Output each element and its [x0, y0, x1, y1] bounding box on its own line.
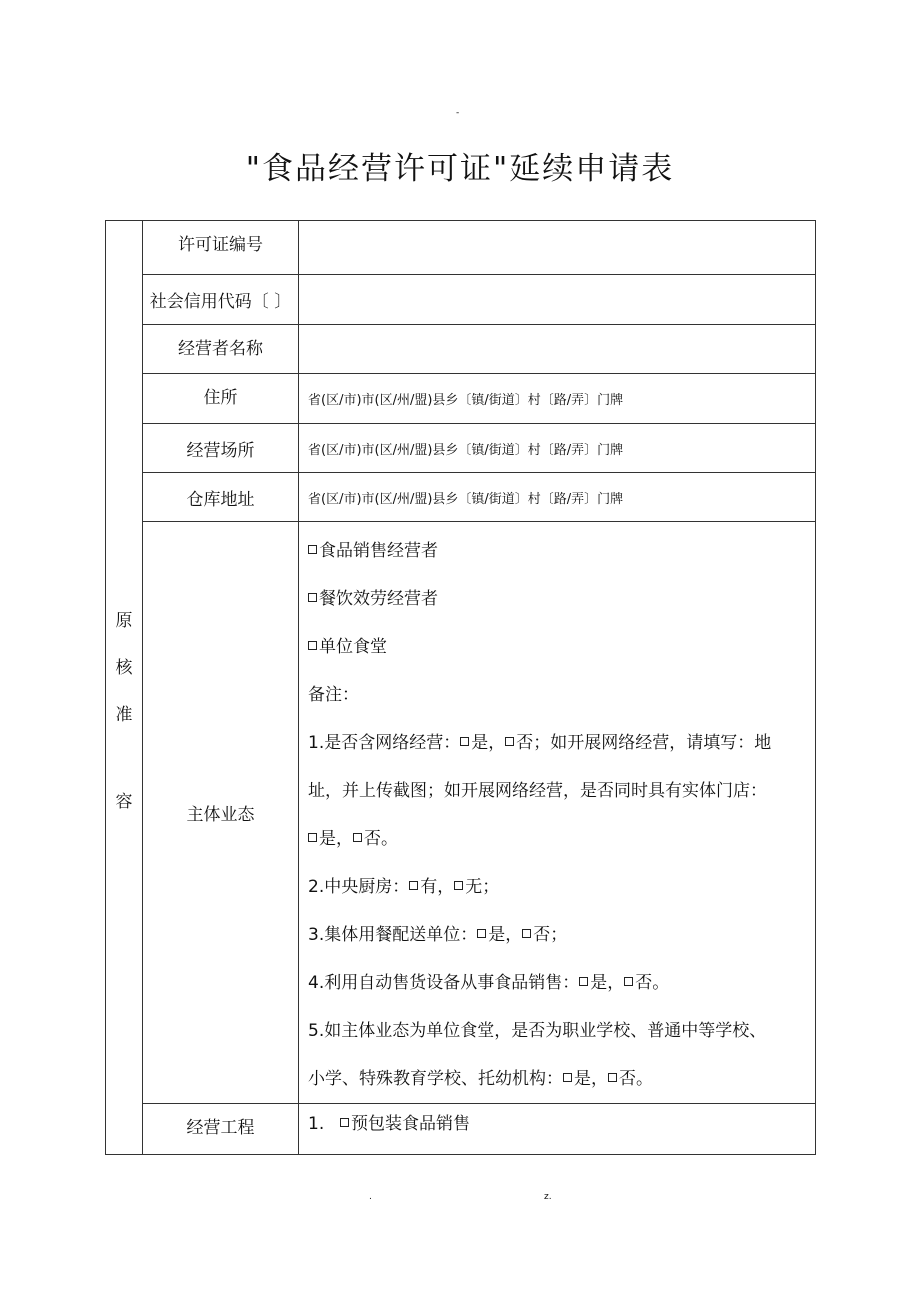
label-credit-code: 社会信用代码〔 〕 [143, 275, 299, 325]
page-title: "食品经营许可证"延续申请表 [245, 151, 675, 187]
row-business-projects [106, 1104, 816, 1155]
checkbox-icon[interactable] [563, 1073, 572, 1082]
field-business-projects [299, 1104, 816, 1155]
note-3: 3.集体用餐配送单位： 是， 否； [308, 925, 568, 945]
row-credit-code [106, 275, 816, 325]
checkbox-icon[interactable] [308, 545, 317, 554]
footer-mark-right: z. [544, 1192, 552, 1202]
checkbox-icon[interactable] [505, 737, 514, 746]
row-main-business [106, 522, 816, 1104]
label-residence: 住所 [143, 374, 299, 424]
checkbox-icon[interactable] [308, 593, 317, 602]
note-1-line-2: 址，并上传截图；如开展网络经营，是否同时具有实体门店： [308, 781, 767, 801]
note-5-line-1: 5.如主体业态为单位食堂，是否为职业学校、普通中等学校、 [308, 1021, 767, 1041]
checkbox-icon[interactable] [477, 929, 486, 938]
checkbox-icon[interactable] [608, 1073, 617, 1082]
header-mark: - [456, 108, 460, 118]
checkbox-icon[interactable] [308, 833, 317, 842]
field-residence[interactable]: 省(区/市)市(区/州/盟)县乡〔镇/街道〕村〔路/弄〕门牌 [299, 374, 816, 424]
project-item: 预包装食品销售 [351, 1114, 470, 1134]
option-catering[interactable]: 餐饮效劳经营者 [308, 575, 809, 623]
application-form-table [105, 220, 816, 1155]
field-main-business [299, 522, 816, 1104]
field-business-site[interactable]: 省(区/市)市(区/州/盟)县乡〔镇/街道〕村〔路/弄〕门牌 [299, 424, 816, 473]
group-char: 准 [115, 704, 133, 725]
checkbox-icon[interactable] [454, 881, 463, 890]
group-label-original-approval [106, 221, 143, 1155]
note-1-line-3: 是， 否。 [308, 815, 809, 863]
checkbox-icon[interactable] [522, 929, 531, 938]
group-char: 容 [115, 791, 133, 812]
checkbox-icon[interactable] [340, 1118, 349, 1127]
checkbox-icon[interactable] [308, 641, 317, 650]
row-residence [106, 374, 816, 424]
checkbox-icon[interactable] [460, 737, 469, 746]
label-business-projects: 经营工程 [143, 1104, 299, 1155]
label-main-business: 主体业态 [143, 522, 299, 1104]
option-food-sales[interactable]: 食品销售经营者 [308, 527, 809, 575]
label-business-site: 经营场所 [143, 424, 299, 473]
field-warehouse[interactable]: 省(区/市)市(区/州/盟)县乡〔镇/街道〕村〔路/弄〕门牌 [299, 473, 816, 522]
note-1-line-1: 1.是否含网络经营： 是， 否；如开展网络经营，请填写：地 [308, 733, 772, 753]
option-canteen[interactable]: 单位食堂 [308, 623, 809, 671]
project-number: 1. [308, 1114, 325, 1134]
note-heading: 备注： [308, 685, 359, 705]
row-warehouse [106, 473, 816, 522]
footer-mark-left: . [369, 1192, 372, 1202]
note-2: 2.中央厨房： 有， 无； [308, 877, 500, 897]
row-operator-name [106, 325, 816, 374]
checkbox-icon[interactable] [409, 881, 418, 890]
field-license-no[interactable] [299, 221, 816, 275]
checkbox-icon[interactable] [624, 977, 633, 986]
group-char: 核 [115, 657, 133, 678]
field-operator-name[interactable] [299, 325, 816, 374]
checkbox-icon[interactable] [579, 977, 588, 986]
field-credit-code[interactable] [299, 275, 816, 325]
row-business-site [106, 424, 816, 473]
label-warehouse: 仓库地址 [143, 473, 299, 522]
note-5-line-2: 小学、特殊教育学校、托幼机构： 是， 否。 [308, 1069, 653, 1089]
checkbox-icon[interactable] [353, 833, 362, 842]
label-license-no: 许可证编号 [143, 221, 299, 275]
label-operator-name: 经营者名称 [143, 325, 299, 374]
group-char: 原 [115, 610, 133, 631]
note-4: 4.利用自动售货设备从事食品销售： 是， 否。 [308, 973, 670, 993]
row-license-no [106, 221, 816, 275]
